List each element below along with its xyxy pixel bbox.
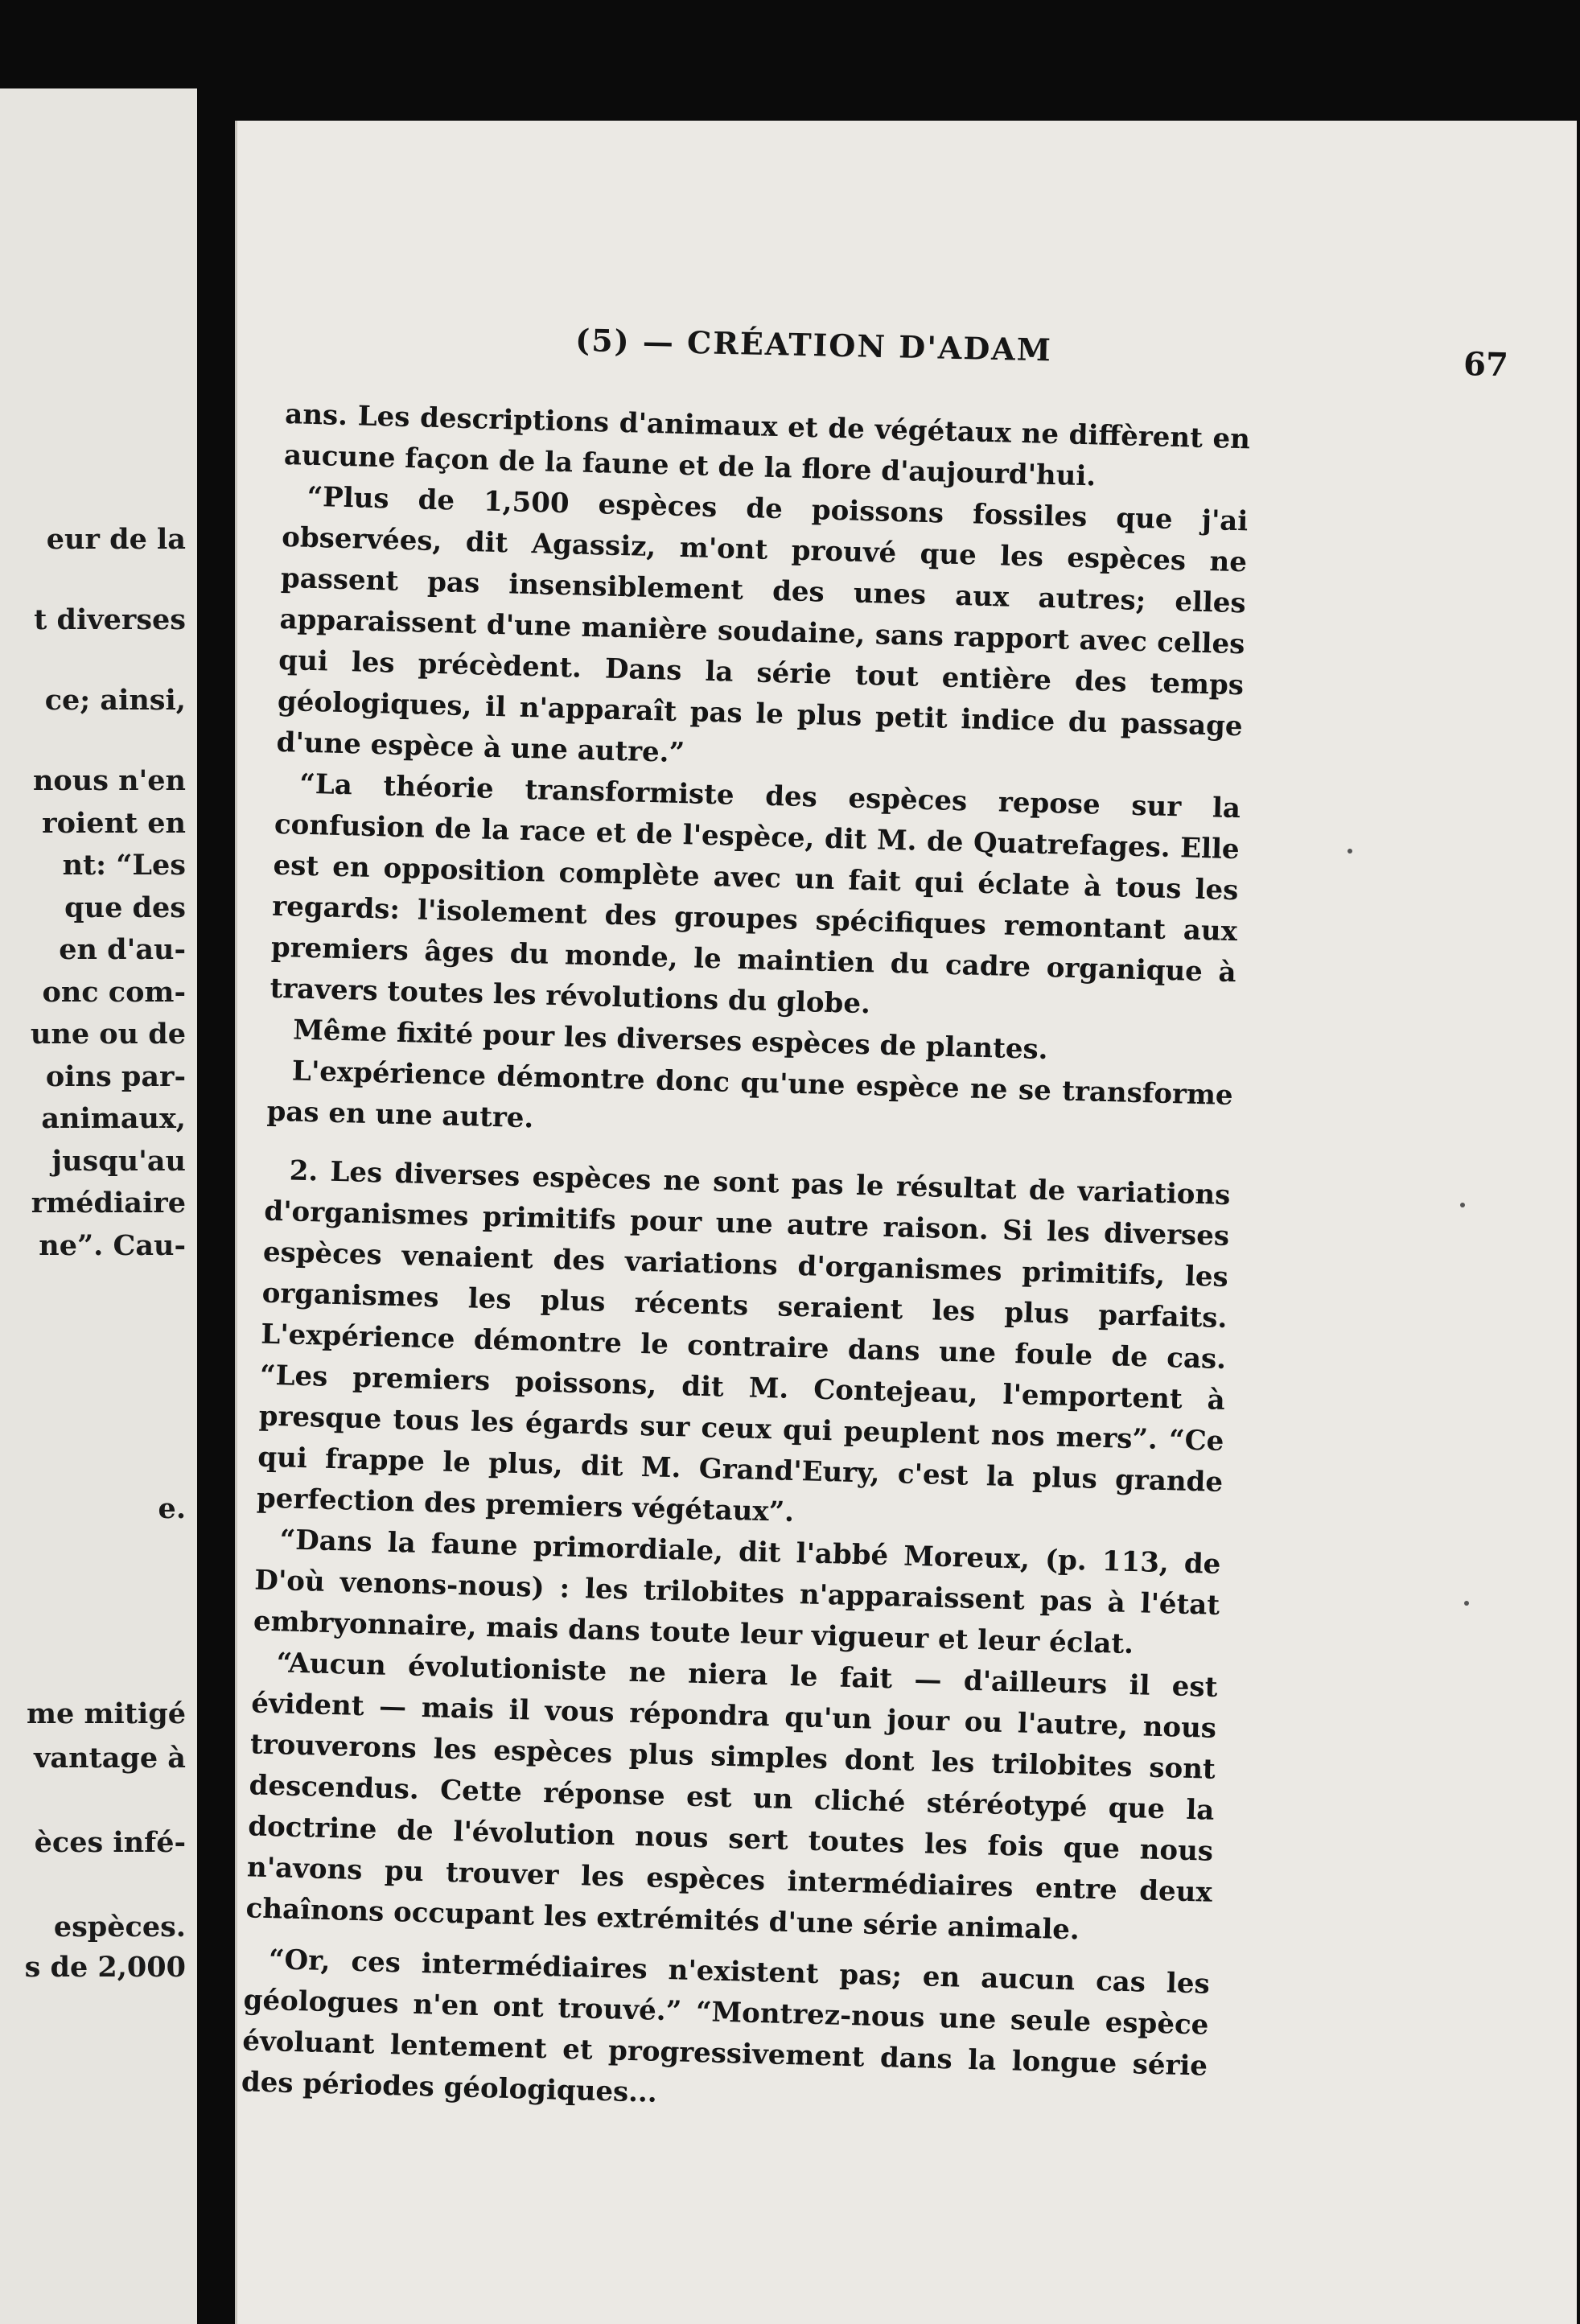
left-text-fragment: nous n'en (32, 764, 186, 797)
left-text-fragment: oins par- (45, 1060, 186, 1093)
left-text-fragment: animaux, (41, 1102, 186, 1135)
left-text-fragment: e. (158, 1492, 186, 1525)
left-text-fragment: eur de la (46, 523, 186, 556)
dust-speck (1348, 849, 1352, 854)
running-header (574, 322, 1508, 397)
paragraph: Même fixité pour les diverses espèces de plantes. (292, 1014, 1048, 1067)
chapter-title: (5) — CRÉATION D'ADAM (574, 322, 1053, 368)
left-text-fragment: t diverses (34, 603, 186, 636)
left-text-fragment: onc com- (42, 976, 186, 1009)
paragraph: ans. Les descriptions d'animaux et de végétaux ne diffèrent en aucune façon de la faune et de la flore d'aujourd'hui. (283, 397, 1251, 493)
body-text (241, 394, 1250, 2129)
left-facing-page (0, 88, 197, 2324)
paragraph: “La théorie transformiste des espèces repose sur la confusion de la race et de l'espèce, dit M. de Quatrefages. Elle est en opposition complète avec un fait qui éclate à tous les regards: l'isolement des groupes spécifiques remontant aux premiers âges du monde, le maintien du cadre organique à travers toutes les révolutions du globe. (270, 767, 1241, 1021)
left-text-fragment: ne”. Cau- (39, 1229, 186, 1262)
left-text-fragment: me mitigé (26, 1697, 186, 1730)
page-number: 67 (1463, 345, 1509, 385)
dust-speck (1460, 1203, 1465, 1207)
left-text-fragment: une ou de (30, 1018, 186, 1051)
book-page (235, 121, 1577, 2324)
left-text-fragment: nt: “Les (62, 849, 186, 882)
left-text-fragment: ce; ainsi, (44, 684, 186, 717)
paragraph: “Aucun évolutioniste ne niera le fait — d'ailleurs il est évident — mais il vous répondra qu'un jour ou l'autre, nous trouverons les espèces plus simples dont les trilobites sont descendus. Cette réponse est un cliché stéréotypé que la doctrine de l'évolution nous sert toutes les fois que nous n'avons pu trouver les espèces intermédiaires entre deux chaînons occupant les extrémités d'une série animale. (245, 1647, 1218, 1947)
paragraph: “Or, ces intermédiaires n'existent pas; en aucun cas les géologues n'en ont trouvé.” “Montrez-nous une seule espèce évoluant lentement et progressivement dans la longue série des périodes géologiques... (241, 1944, 1211, 2109)
left-text-fragment: èces infé- (34, 1826, 186, 1859)
left-text-fragment: en d'au- (59, 933, 186, 966)
left-text-fragment: jusqu'au (51, 1145, 186, 1178)
paragraph: “Dans la faune primordiale, dit l'abbé Moreux, (p. 113, de D'où venons-nous) : les trilobites n'apparaissent pas à l'état embryonnaire, mais dans toute leur vigueur et leur éclat. (253, 1524, 1221, 1661)
paragraph: L'expérience démontre donc qu'une espèce ne se transforme pas en une autre. (266, 1055, 1234, 1135)
left-text-fragment: s de 2,000 (24, 1951, 186, 1984)
left-text-fragment: espèces. (53, 1911, 186, 1944)
paragraph: 2. Les diverses espèces ne sont pas le résultat de variations d'organismes primitifs pour une autre raison. Si les diverses espèces venaient des variations d'organismes primitifs, les organismes les plus récents seraient les plus parfaits. L'expérience démontre le contraire dans une foule de cas. “Les premiers poissons, dit M. Contejeau, l'emportent à presque tous les égards sur ceux qui peuplent nos mers”. “Ce qui frappe le plus, dit M. Grand'Eury, c'est la plus grande perfection des premiers végétaux”. (256, 1154, 1231, 1529)
paragraph: “Plus de 1,500 espèces de poissons fossiles que j'ai observées, dit Agassiz, m'ont prouvé que les espèces ne passent pas insensiblement des unes aux autres; elles apparaissent d'une manière soudaine, sans rapport avec celles qui les précèdent. Dans la série tout entière des temps géologiques, il n'apparaît pas le plus petit indice du passage d'une espèce à une autre.” (276, 480, 1249, 770)
left-text-fragment: rmédiaire (31, 1187, 186, 1220)
dust-speck (1464, 1601, 1469, 1606)
left-text-fragment: vantage à (34, 1742, 186, 1775)
left-text-fragment: que des (64, 891, 186, 924)
left-text-fragment: roient en (42, 807, 186, 840)
